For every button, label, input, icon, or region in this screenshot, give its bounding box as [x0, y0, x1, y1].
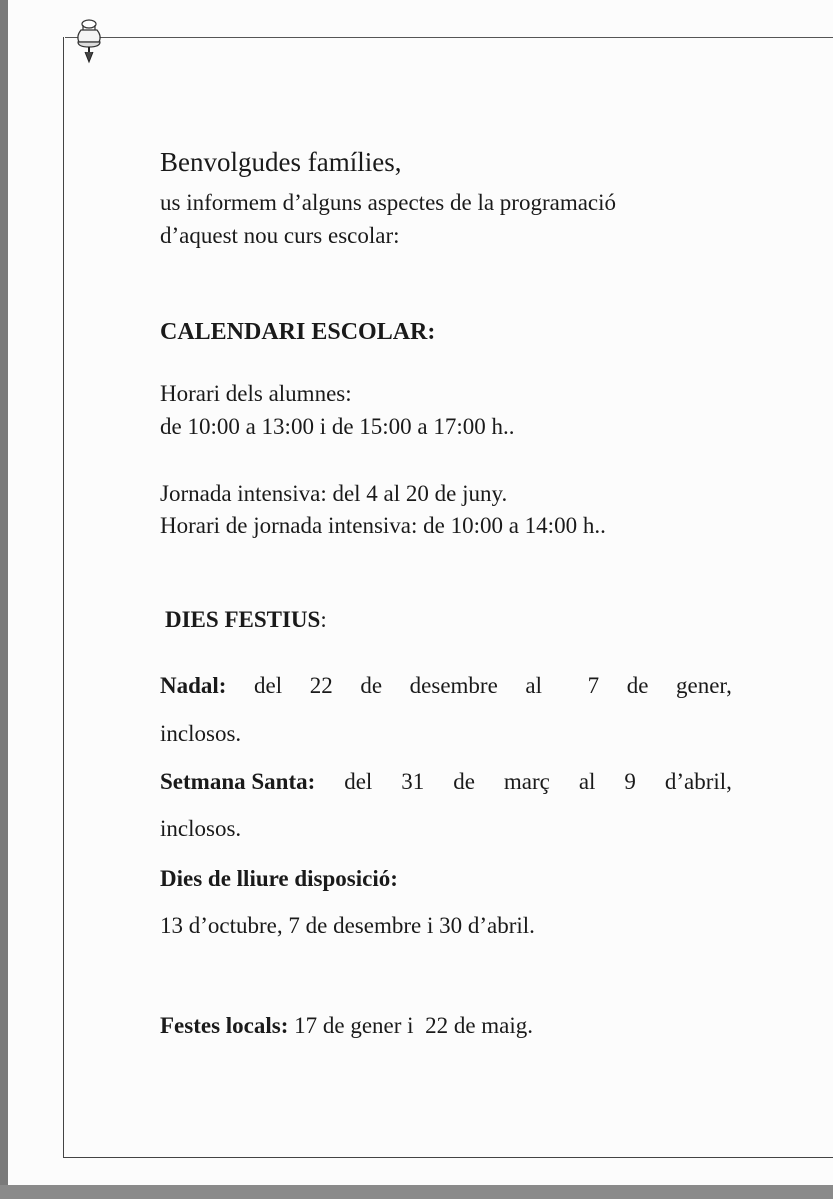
setmana-santa-word: març	[503, 769, 550, 794]
schedule-label: Horari dels alumnes:	[160, 381, 352, 406]
festes-value: 17 de gener i 22 de maig.	[288, 1013, 534, 1038]
nadal-label: Nadal:	[160, 673, 227, 698]
setmana-santa-cont: inclosos.	[160, 816, 242, 841]
setmana-santa-word: 31	[401, 769, 425, 794]
intensive-schedule: Horari de jornada intensiva: de 10:00 a 14:00 h..	[160, 513, 606, 538]
holidays-heading-colon: :	[320, 607, 327, 632]
greeting: Benvolgudes famílies,	[160, 147, 402, 177]
scan-shadow-left	[0, 0, 8, 1199]
setmana-santa-word: del	[344, 769, 373, 794]
festes-label: Festes locals:	[160, 1013, 289, 1038]
holidays-heading	[165, 606, 327, 634]
scan-shadow-bottom	[0, 1185, 833, 1199]
lliure-label: Dies de lliure disposició:	[160, 866, 398, 891]
notice-frame-top	[65, 37, 833, 38]
nadal-line	[160, 672, 732, 700]
setmana-santa-word: al	[578, 769, 596, 794]
intensive-period: Jornada intensiva: del 4 al 20 de juny.	[160, 481, 508, 506]
lliure-value: 13 d’octubre, 7 de desembre i 30 d’abril.	[160, 913, 535, 938]
nadal-word: gener,	[676, 673, 732, 698]
nadal-word: del	[254, 673, 283, 698]
calendar-heading: CALENDARI ESCOLAR:	[160, 319, 436, 345]
nadal-word: al	[525, 673, 542, 698]
setmana-santa-label: Setmana Santa:	[160, 769, 316, 794]
notice-frame-left	[63, 37, 64, 1157]
nadal-word: desembre	[409, 673, 498, 698]
holidays-heading-text: DIES FESTIUS	[165, 607, 321, 632]
pushpin-icon	[72, 16, 106, 72]
intro-line-2: d’aquest nou curs escolar:	[160, 223, 400, 248]
notice-frame-bottom	[63, 1157, 833, 1158]
festes-line	[160, 1012, 533, 1040]
schedule-value: de 10:00 a 13:00 i de 15:00 a 17:00 h..	[160, 414, 515, 439]
intro-line-1: us informem d’alguns aspectes de la programació	[160, 190, 617, 215]
nadal-cont: inclosos.	[160, 721, 242, 746]
paper-sheet	[8, 0, 833, 1185]
nadal-word: de	[626, 673, 649, 698]
nadal-word: 22	[309, 673, 333, 698]
nadal-word: 7	[587, 673, 600, 698]
setmana-santa-word: de	[453, 769, 475, 794]
setmana-santa-word: d’abril,	[664, 769, 732, 794]
setmana-santa-line	[160, 768, 732, 796]
nadal-word: de	[360, 673, 383, 698]
setmana-santa-word: 9	[624, 769, 636, 794]
